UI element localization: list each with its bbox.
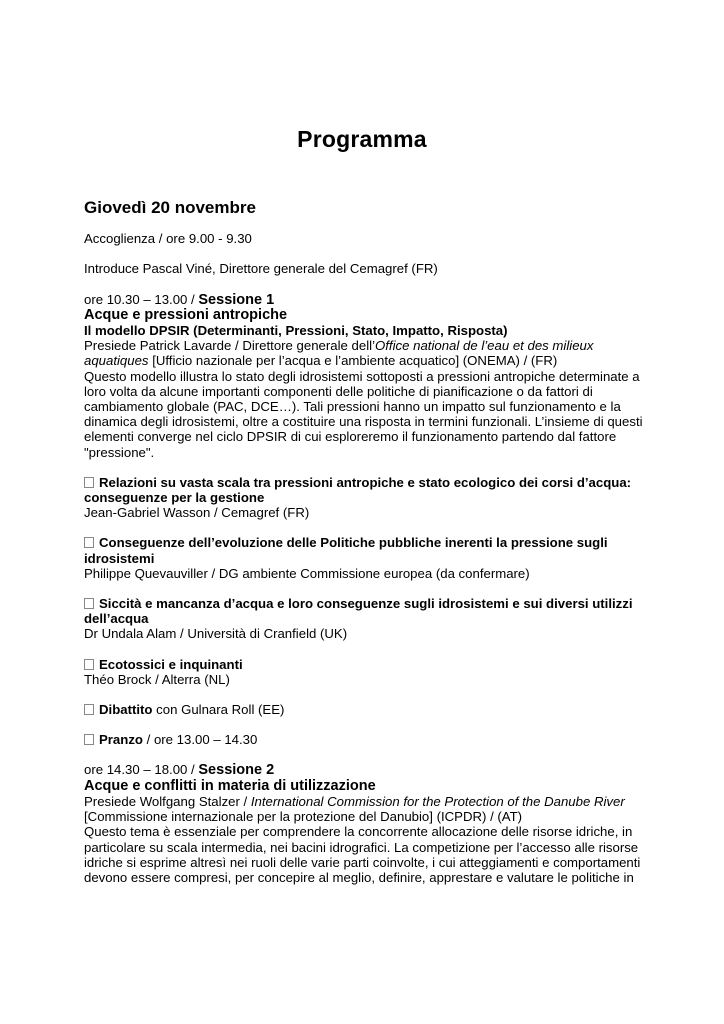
- talk-speaker: Philippe Quevauviller / DG ambiente Commissione europea (da confermare): [84, 565, 530, 581]
- page-title: Programma: [297, 126, 427, 152]
- session1-block: [84, 292, 644, 460]
- chair-organisation: International Commission for the Protection of the Danube River: [250, 793, 625, 809]
- debate-label: Dibattito: [99, 702, 153, 718]
- lunch-time: / ore 13.00 – 14.30: [142, 732, 258, 748]
- session1-label: Sessione 1: [198, 291, 275, 308]
- talk-title: Conseguenze dell’evoluzione delle Politiche pubbliche inerenti la pressione sugli idrosistemi: [84, 535, 608, 566]
- session1-description: Questo modello illustra lo stato degli idrosistemi sottoposti a pressioni antropiche determinate a loro volta da alcune importanti componenti delle politiche di pianificazione o da fattori di cambiamento globale (PAC, DCE…). Tali pressioni hanno un impatto sul funzionamento e la dinamica degli idrosistemi, oltre a costituire una risposta in termini funzionali. L’insieme di questi elementi converge nel ciclo DPSIR di cui esploreremo il funzionamento partendo dal fattore "pressione".: [84, 368, 643, 460]
- checkbox-icon: [84, 734, 94, 745]
- talk-item: [84, 596, 644, 642]
- chair-suffix: [Ufficio nazionale per l’acqua e l’ambiente acquatico] (ONEMA) / (FR): [148, 353, 558, 369]
- session2-block: [84, 762, 644, 885]
- session1-subtitle: Il modello DPSIR (Determinanti, Pressioni, Stato, Impatto, Risposta): [84, 323, 508, 339]
- session1-title: Acque e pressioni antropiche: [84, 306, 288, 323]
- session2-label: Sessione 2: [198, 762, 275, 779]
- checkbox-icon: [84, 477, 94, 488]
- talk-item: [84, 535, 644, 581]
- talk-item: [84, 475, 644, 521]
- chair-suffix: [Commissione internazionale per la protezione del Danubio] (ICPDR) / (AT): [84, 809, 523, 825]
- chair-prefix: Presiede Patrick Lavarde / Direttore generale dell’: [84, 338, 376, 354]
- session2-description: Questo tema è essenziale per comprendere la concorrente allocazione delle risorse idriche, in particolare su scala intermedia, nei bacini idrografici. La competizione per l’accesso alle risorse idriche si esprime altresì nei ruoli delle varie parti coinvolte, i cui atteggiamenti e comportamenti devono essere compresi, per concepire al meglio, definire, apprestare e valutare le politiche in: [84, 824, 641, 885]
- checkbox-icon: [84, 598, 94, 609]
- talk-speaker: Théo Brock / Alterra (NL): [84, 671, 230, 687]
- programme-body: [84, 200, 644, 900]
- lunch-item: [84, 732, 644, 747]
- welcome-line: Accoglienza / ore 9.00 - 9.30: [84, 231, 252, 247]
- session1-chair: [84, 338, 644, 368]
- session2-title: Acque e conflitti in materia di utilizzazione: [84, 777, 376, 794]
- session1-time: ore 10.30 – 13.00 /: [84, 291, 199, 307]
- checkbox-icon: [84, 659, 94, 670]
- day-heading: Giovedì 20 novembre: [84, 198, 256, 217]
- talk-speaker: Dr Undala Alam / Università di Cranfield (UK): [84, 626, 348, 642]
- session2-time: ore 14.30 – 18.00 /: [84, 762, 199, 778]
- chair-prefix: Presiede Wolfgang Stalzer /: [84, 793, 251, 809]
- talk-title: Relazioni su vasta scala tra pressioni antropiche e stato ecologico dei corsi d’acqua: conseguenze per la gestione: [84, 474, 632, 506]
- session2-chair: [84, 794, 644, 824]
- talk-speaker: Jean-Gabriel Wasson / Cemagref (FR): [84, 505, 310, 521]
- chair-organisation: Office national de l’eau et des milieux aquatiques: [84, 338, 594, 369]
- intro-line: Introduce Pascal Viné, Direttore generale del Cemagref (FR): [84, 261, 438, 277]
- debate-moderator: con Gulnara Roll (EE): [152, 702, 285, 718]
- checkbox-icon: [84, 704, 94, 715]
- checkbox-icon: [84, 537, 94, 548]
- talk-title: Ecotossici e inquinanti: [99, 656, 243, 672]
- debate-item: [84, 702, 644, 717]
- talk-title: Siccità e mancanza d’acqua e loro conseguenze sugli idrosistemi e sui diversi utilizzi dell’acqua: [84, 596, 633, 627]
- talk-item: [84, 657, 644, 687]
- lunch-label: Pranzo: [99, 732, 143, 748]
